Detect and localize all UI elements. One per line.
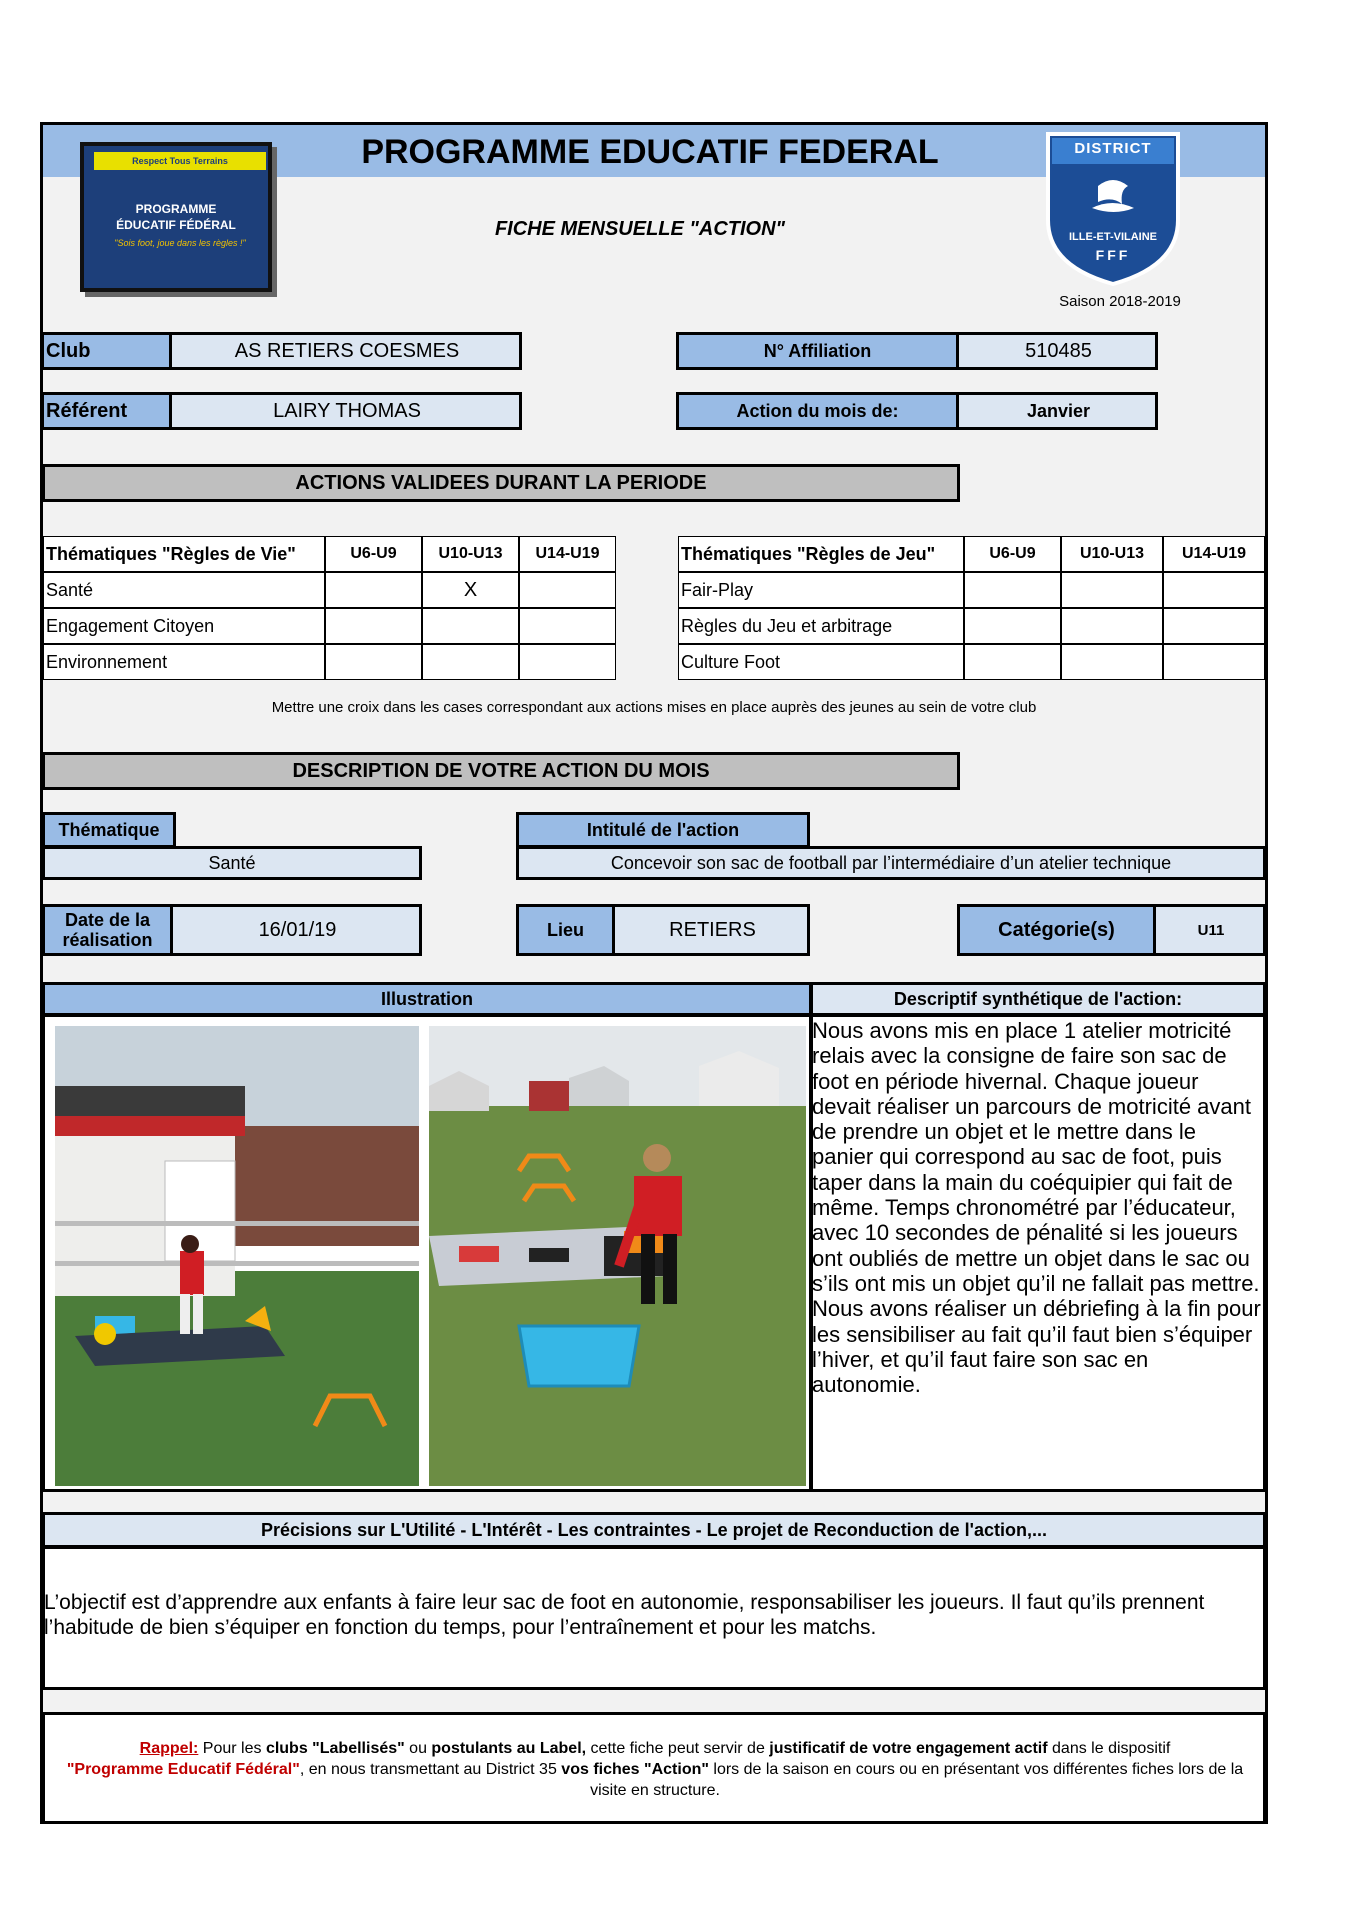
thematique-value: Santé	[42, 846, 422, 880]
description-section-title: DESCRIPTION DE VOTRE ACTION DU MOIS	[42, 752, 960, 790]
jeu-header: Thématiques "Règles de Jeu"	[678, 536, 964, 572]
page-title: PROGRAMME EDUCATIF FEDERAL	[361, 132, 939, 171]
jeu-mark-cell[interactable]	[964, 572, 1061, 608]
intitule-value: Concevoir son sac de football par l’intermédiaire d’un atelier technique	[516, 846, 1266, 880]
categorie-value: U11	[1197, 921, 1225, 939]
vie-row-label: Environnement	[43, 644, 325, 680]
referent-label: Référent	[44, 395, 172, 427]
rappel-text	[62, 1738, 1248, 1808]
referent-value: LAIRY THOMAS	[273, 399, 421, 422]
activity-photo-1	[55, 1026, 419, 1486]
vie-col-u6: U6-U9	[325, 536, 422, 572]
vie-mark-cell[interactable]	[325, 572, 422, 608]
logo-line2: ÉDUCATIF FÉDÉRAL	[116, 218, 236, 232]
jeu-col-u6: U6-U9	[964, 536, 1061, 572]
vie-row-label: Santé	[43, 572, 325, 608]
month-label: Action du mois de:	[679, 395, 959, 427]
rappel-part: lors de la saison en cours ou en présentant vos différentes fiches lors de la visite en structure.	[590, 1761, 1244, 1799]
rappel-bold: justificatif de votre engagement actif	[769, 1740, 1048, 1757]
rappel-part: , en nous transmettant au District 35	[299, 1761, 562, 1778]
descriptif-label: Descriptif synthétique de l'action:	[810, 982, 1266, 1016]
lieu-value: RETIERS	[669, 918, 756, 941]
jeu-mark-cell[interactable]	[964, 644, 1061, 680]
district-region: ILLE-ET-VILAINE	[1069, 231, 1157, 243]
jeu-col-u10: U10-U13	[1061, 536, 1163, 572]
vie-mark-cell[interactable]	[325, 608, 422, 644]
vie-col-u14: U14-U19	[519, 536, 616, 572]
season-label: Saison 2018-2019	[1059, 292, 1181, 310]
vie-mark-cell[interactable]	[519, 572, 616, 608]
vie-col-u10: U10-U13	[422, 536, 519, 572]
vie-header: Thématiques "Règles de Vie"	[43, 536, 325, 572]
actions-section-title: ACTIONS VALIDEES DURANT LA PERIODE	[42, 464, 960, 502]
club-label: Club	[44, 335, 172, 367]
vie-mark-cell[interactable]: X	[422, 572, 519, 608]
vie-mark-cell[interactable]	[519, 644, 616, 680]
rappel-bold: vos fiches "Action"	[561, 1761, 709, 1778]
affiliation-label: N° Affiliation	[679, 335, 959, 367]
rappel-part: cette fiche peut servir de	[586, 1740, 770, 1757]
pef-logo	[80, 142, 272, 292]
illustration-label: Illustration	[42, 982, 812, 1016]
jeu-row-label: Culture Foot	[678, 644, 964, 680]
vie-mark-cell[interactable]	[422, 608, 519, 644]
jeu-mark-cell[interactable]	[1163, 572, 1265, 608]
actions-note: Mettre une croix dans les cases correspondant aux actions mises en place auprès des jeunes au sein de votre club	[271, 698, 1037, 716]
fff-label: FFF	[1095, 247, 1131, 263]
jeu-mark-cell[interactable]	[964, 608, 1061, 644]
rappel-label: Rappel:	[139, 1740, 199, 1757]
thematique-label: Thématique	[42, 812, 176, 848]
descriptif-text: Nous avons mis en place 1 atelier motricité relais avec la consigne de faire son sac de foot en période hivernal. Chaque joueur devait réaliser un parcours de motricité avant de prendre un objet et le mettre dans le panier qui correspond au sac de foot, puis taper dans la main du coéquipier qui fait de même. Temps chronométré par l’éducateur, avec 10 secondes de pénalité si les joueurs ont oubliés de mettre un objet dans le sac ou s’ils ont mis un objet qu’il ne fallait pas mettre. Nous avons réaliser un débriefing à la fin pour les sensibiliser au fait qu’il faut bien s’équiper l’hiver, et qu’il faut faire son sac en autonomie.	[812, 1018, 1261, 1398]
jeu-row-label: Fair-Play	[678, 572, 964, 608]
district-logo	[1040, 128, 1186, 288]
vie-row-label: Engagement Citoyen	[43, 608, 325, 644]
activity-photo-2	[429, 1026, 806, 1486]
precisions-title: Précisions sur L'Utilité - L'Intérêt - Les contraintes - Le projet de Reconduction de l'action,...	[42, 1512, 1266, 1548]
precisions-text: L’objectif est d’apprendre aux enfants à faire leur sac de foot en autonomie, responsabiliser les joueurs. Il faut qu’ils prennent l’habitude de bien s’équiper en fonction du temps, pour l’entraînement et pour les matchs.	[44, 1591, 1205, 1639]
club-value: AS RETIERS COESMES	[234, 339, 460, 362]
rappel-part: ou	[404, 1740, 432, 1757]
lieu-label: Lieu	[519, 907, 615, 953]
logo-line1: PROGRAMME	[135, 202, 217, 216]
page-subtitle: FICHE MENSUELLE "ACTION"	[494, 217, 786, 240]
logo-tagline: "Sois foot, joue dans les règles !"	[114, 238, 246, 248]
rappel-part: dans le dispositif	[1047, 1740, 1171, 1757]
month-value: Janvier	[1026, 400, 1091, 421]
categorie-label: Catégorie(s)	[960, 907, 1156, 953]
district-label: DISTRICT	[1074, 140, 1152, 157]
date-value: 16/01/19	[258, 918, 337, 941]
rappel-bold: clubs "Labellisés"	[265, 1740, 405, 1757]
vie-mark-cell[interactable]	[325, 644, 422, 680]
jeu-row-label: Règles du Jeu et arbitrage	[678, 608, 964, 644]
jeu-mark-cell[interactable]	[1061, 644, 1163, 680]
jeu-mark-cell[interactable]	[1061, 572, 1163, 608]
intitule-label: Intitulé de l'action	[516, 812, 810, 848]
rappel-part: Pour les	[198, 1740, 266, 1757]
affiliation-value: 510485	[1025, 339, 1092, 362]
rappel-programme: "Programme Educatif Fédéral"	[66, 1761, 300, 1778]
logo-banner: Respect Tous Terrains	[94, 152, 266, 170]
vie-mark-cell[interactable]	[422, 644, 519, 680]
jeu-mark-cell[interactable]	[1163, 608, 1265, 644]
date-label: Date de la réalisation	[45, 907, 173, 953]
jeu-col-u14: U14-U19	[1163, 536, 1265, 572]
vie-mark-cell[interactable]	[519, 608, 616, 644]
jeu-mark-cell[interactable]	[1061, 608, 1163, 644]
jeu-mark-cell[interactable]	[1163, 644, 1265, 680]
rappel-bold: postulants au Label,	[431, 1740, 587, 1757]
